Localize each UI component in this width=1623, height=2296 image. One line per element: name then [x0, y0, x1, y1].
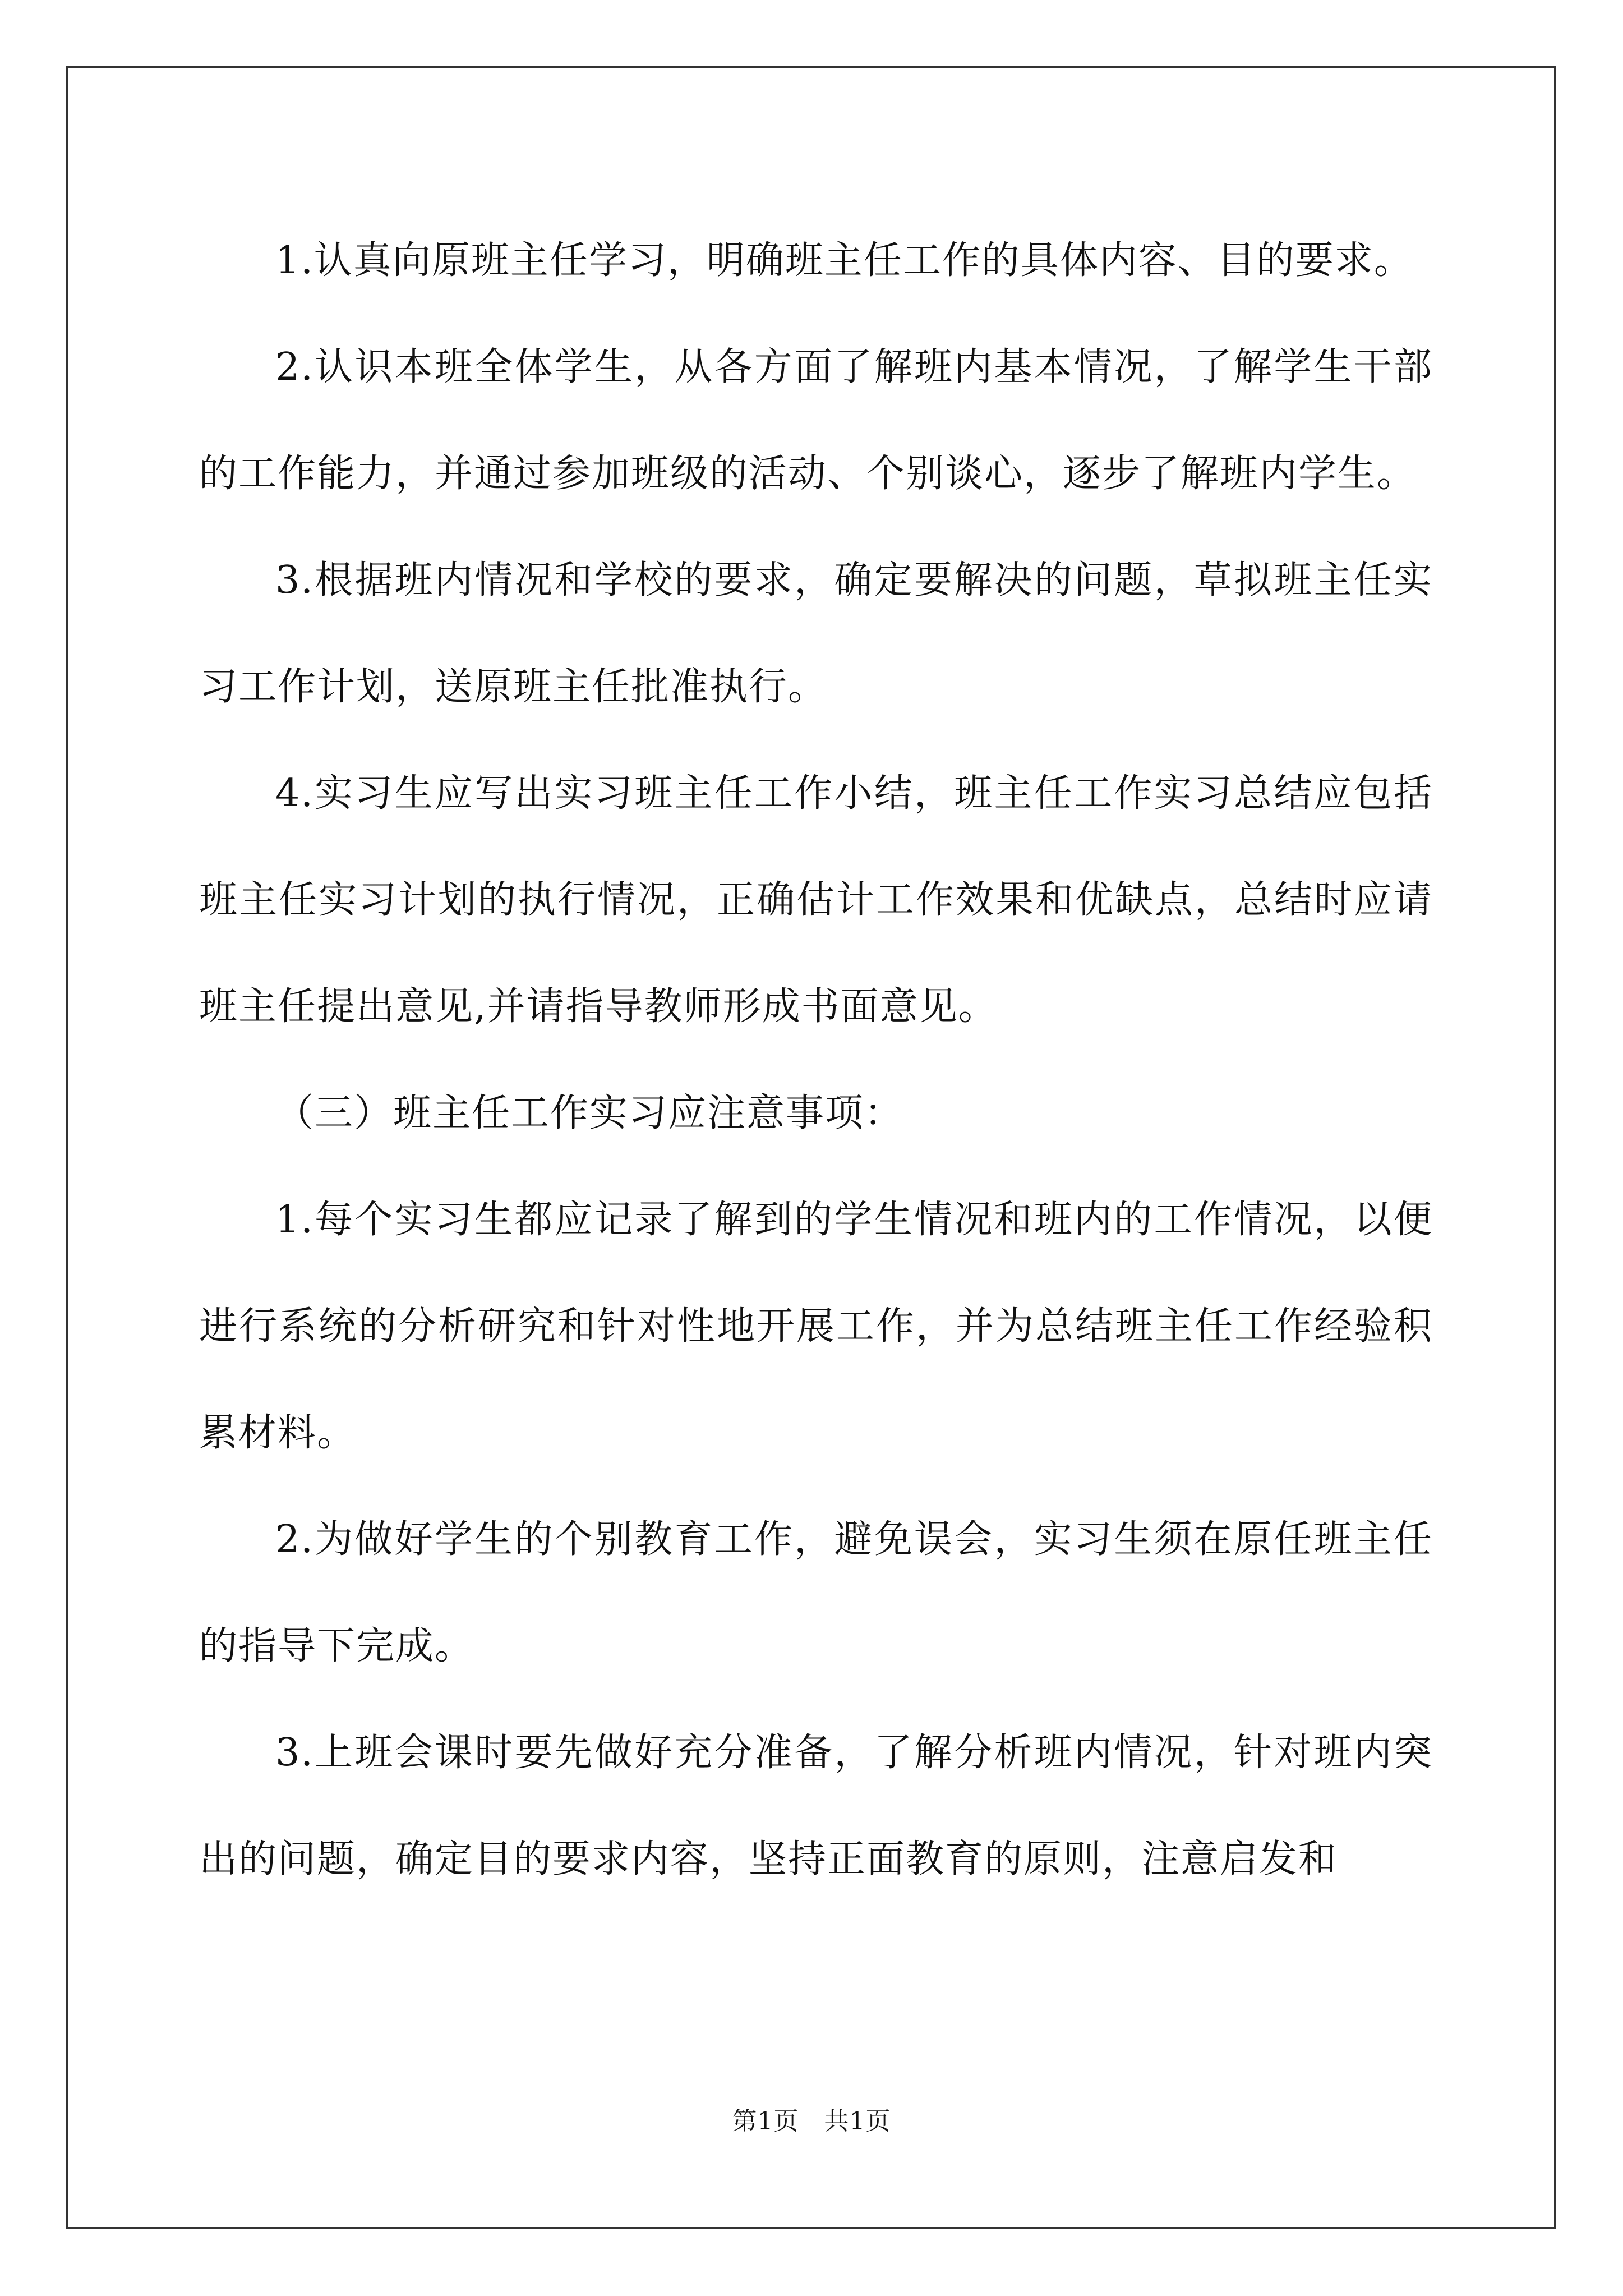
paragraph-3: 3.根据班内情况和学校的要求，确定要解决的问题，草拟班主任实习工作计划，送原班主任批准执行。 [199, 558, 1433, 709]
paragraph-7: 3.上班会课时要先做好充分准备，了解分析班内情况，针对班内突出的问题，确定目的要求内容，坚持正面教育的原则，注意启发和 [199, 1731, 1433, 1881]
paragraph-5: 1.每个实习生都应记录了解到的学生情况和班内的工作情况，以便进行系统的分析研究和针对性地开展工作，并为总结班主任工作经验积累材料。 [199, 1198, 1433, 1455]
paragraph-4: 4.实习生应写出实习班主任工作小结，班主任工作实习总结应包括班主任实习计划的执行情况，正确估计工作效果和优缺点，总结时应请班主任提出意见,并请指导教师形成书面意见。 [199, 771, 1433, 1029]
page-footer: 第1页 共1页 [732, 2107, 891, 2136]
document-body [199, 208, 1433, 1913]
section-heading: （三）班主任工作实习应注意事项： [275, 1091, 904, 1135]
paragraph-6: 2.为做好学生的个别教育工作，避免误会，实习生须在原任班主任的指导下完成。 [199, 1517, 1433, 1668]
paragraph-1: 1.认真向原班主任学习，明确班主任工作的具体内容、目的要求。 [275, 238, 1413, 283]
paragraph-2: 2.认识本班全体学生，从各方面了解班内基本情况，了解学生干部的工作能力，并通过参加班级的活动、个别谈心，逐步了解班内学生。 [199, 345, 1433, 496]
